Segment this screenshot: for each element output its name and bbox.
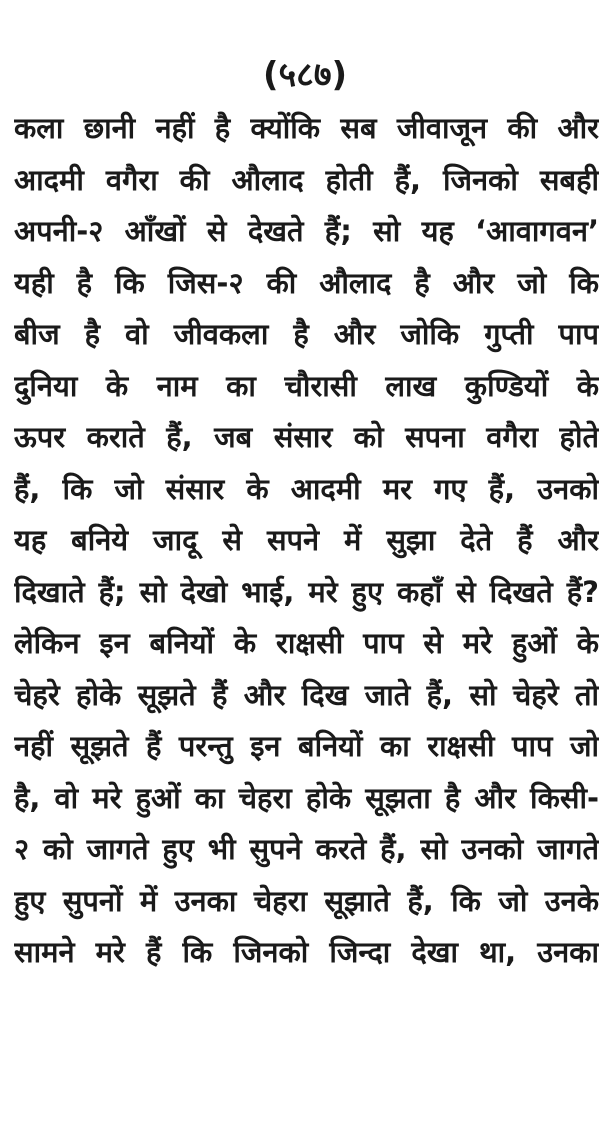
text-line: सामने मरे हैं कि जिनको जिन्दा देखा था, उनका (14, 935, 599, 969)
text-line: दिखाते हैं; सो देखो भाई, मरे हुए कहाँ से दिखते हैं? (14, 574, 599, 609)
page-body-text (14, 103, 599, 979)
text-line: चेहरे होके सूझते हैं और दिख जाते हैं, सो चेहरे तो (14, 677, 599, 712)
text-line: लेकिन इन बनियों के राक्षसी पाप से मरे हुओं के (14, 626, 599, 660)
text-line: है, वो मरे हुओं का चेहरा होके सूझता है और किसी- (14, 780, 599, 815)
text-line: हुए सुपनों में उनका चेहरा सूझाते हैं, कि जो उनके (14, 883, 599, 918)
text-line: दुनिया के नाम का चौरासी लाख कुण्डियों के (14, 368, 599, 403)
text-line: यही है कि जिस-२ की औलाद है और जो कि (14, 265, 599, 300)
text-line: २ को जागते हुए भी सुपने करते हैं, सो उनको जागते (14, 832, 599, 866)
text-line: अपनी-२ आँखों से देखते हैं; सो यह ‘आवागवन’ (14, 214, 599, 248)
text-line: हैं, कि जो संसार के आदमी मर गए हैं, उनको (14, 471, 599, 506)
page-number: (५८७) (262, 55, 348, 95)
text-line: ऊपर कराते हैं, जब संसार को सपना वगैरा होते (14, 420, 599, 454)
text-line: आदमी वगैरा की औलाद होती हैं, जिनको सबही (14, 162, 599, 197)
text-line: बीज है वो जीवकला है और जोकि गुप्ती पाप (14, 317, 599, 351)
text-line: नहीं सूझते हैं परन्तु इन बनियों का राक्षसी पाप जो (14, 729, 599, 763)
text-line: यह बनिये जादू से सपने में सुझा देते हैं और (14, 523, 599, 557)
text-line: कला छानी नहीं है क्योंकि सब जीवाजून की और (14, 111, 599, 145)
